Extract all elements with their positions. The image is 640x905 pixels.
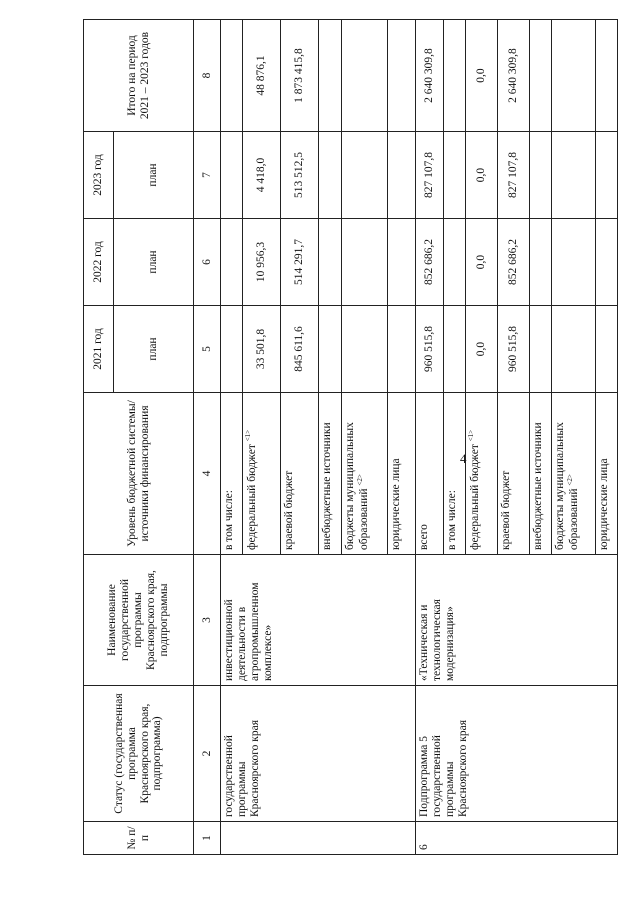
header-2022: 2022 год — [84, 219, 114, 306]
value-total: 1 873 415,8 — [281, 20, 319, 132]
footnote-mark: <2> — [355, 474, 364, 486]
value-total — [596, 20, 618, 132]
value-total — [530, 20, 552, 132]
value-total — [444, 20, 466, 132]
level-cell: юридические лица — [388, 393, 416, 555]
level-cell — [243, 393, 281, 555]
value-2022: 0,0 — [466, 219, 498, 306]
level-cell: краевой бюджет — [498, 393, 530, 555]
value-2022: 852 686,2 — [416, 219, 444, 306]
header-plan-2021: план — [114, 306, 194, 393]
value-2021 — [319, 306, 342, 393]
level-cell: юридические лица — [596, 393, 618, 555]
level-cell — [552, 393, 596, 555]
budget-table — [83, 19, 618, 855]
header-row-1 — [84, 20, 114, 855]
header-plan-2022: план — [114, 219, 194, 306]
header-plan-2023: план — [114, 132, 194, 219]
header-status: Статус (государственная программа Красноярского края, подпрограмма) — [84, 686, 194, 822]
column-number-row — [194, 20, 221, 855]
col-number: 5 — [194, 306, 221, 393]
value-2023 — [596, 132, 618, 219]
value-2021: 33 501,8 — [243, 306, 281, 393]
col-number: 6 — [194, 219, 221, 306]
value-2023: 0,0 — [466, 132, 498, 219]
value-2023 — [552, 132, 596, 219]
col-number: 1 — [194, 822, 221, 855]
value-total — [552, 20, 596, 132]
value-2021 — [342, 306, 388, 393]
value-2022: 514 291,7 — [281, 219, 319, 306]
level-cell: внебюджетные источники — [530, 393, 552, 555]
value-2021: 960 515,8 — [498, 306, 530, 393]
value-2022 — [388, 219, 416, 306]
value-2022 — [596, 219, 618, 306]
header-num: № п/п — [84, 822, 194, 855]
table-row — [416, 20, 444, 855]
footnote-mark: <2> — [565, 474, 574, 486]
group1-num — [221, 822, 416, 855]
value-2021: 845 611,6 — [281, 306, 319, 393]
col-number: 2 — [194, 686, 221, 822]
footnote-mark: <1> — [467, 429, 475, 442]
value-2021 — [596, 306, 618, 393]
group2-name: «Техническая и технологическая модернизация» — [416, 555, 618, 686]
value-2023: 4 418,0 — [243, 132, 281, 219]
value-2023 — [342, 132, 388, 219]
value-total: 0,0 — [466, 20, 498, 132]
group2-status: Подпрограмма 5 государственной программы Красноярского края — [416, 686, 618, 822]
level-text: бюджеты муниципальных образований — [554, 422, 580, 550]
header-total: Итого на период 2021 – 2023 годов — [84, 20, 194, 132]
header-name: Наименование государственной программы Красноярского края, подпрограммы — [84, 555, 194, 686]
col-number: 7 — [194, 132, 221, 219]
value-2022 — [444, 219, 466, 306]
header-2021: 2021 год — [84, 306, 114, 393]
value-total — [388, 20, 416, 132]
value-total — [342, 20, 388, 132]
value-2022 — [552, 219, 596, 306]
value-2021 — [552, 306, 596, 393]
value-2022 — [530, 219, 552, 306]
value-2022 — [221, 219, 243, 306]
col-number: 8 — [194, 20, 221, 132]
value-2021: 960 515,8 — [416, 306, 444, 393]
value-2023 — [388, 132, 416, 219]
value-2022 — [319, 219, 342, 306]
value-2021 — [444, 306, 466, 393]
level-cell: в том числе: — [444, 393, 466, 555]
rotated-table-container — [83, 20, 623, 855]
level-cell: внебюджетные источники — [319, 393, 342, 555]
page-number: 4 — [460, 451, 467, 466]
value-total: 48 876,1 — [243, 20, 281, 132]
value-total: 2 640 309,8 — [498, 20, 530, 132]
level-text: бюджеты муниципальных образований — [344, 422, 370, 550]
level-cell: всего — [416, 393, 444, 555]
footnote-mark: <1> — [244, 429, 252, 442]
level-cell: краевой бюджет — [281, 393, 319, 555]
value-2021 — [530, 306, 552, 393]
level-text: федеральный бюджет — [468, 444, 481, 550]
value-2023 — [530, 132, 552, 219]
header-level: Уровень бюджетной системы/источники финансирования — [84, 393, 194, 555]
value-2022: 852 686,2 — [498, 219, 530, 306]
value-2023 — [221, 132, 243, 219]
header-2023: 2023 год — [84, 132, 114, 219]
value-2023 — [444, 132, 466, 219]
value-2023: 827 107,8 — [498, 132, 530, 219]
value-total — [221, 20, 243, 132]
value-2023: 513 512,5 — [281, 132, 319, 219]
group1-status: государственной программы Красноярского края — [221, 686, 416, 822]
col-number: 3 — [194, 555, 221, 686]
col-number: 4 — [194, 393, 221, 555]
value-2022 — [342, 219, 388, 306]
level-cell — [342, 393, 388, 555]
table-row — [221, 20, 243, 855]
value-2023: 827 107,8 — [416, 132, 444, 219]
level-cell: в том числе: — [221, 393, 243, 555]
group1-name: инвестиционной деятельности в агропромышленном комплексе» — [221, 555, 416, 686]
level-text: федеральный бюджет — [245, 444, 258, 550]
value-2021 — [221, 306, 243, 393]
group2-num: 6 — [416, 822, 618, 855]
level-cell — [466, 393, 498, 555]
value-total: 2 640 309,8 — [416, 20, 444, 132]
value-2022: 10 956,3 — [243, 219, 281, 306]
value-2023 — [319, 132, 342, 219]
value-2021 — [388, 306, 416, 393]
value-2021: 0,0 — [466, 306, 498, 393]
value-total — [319, 20, 342, 132]
